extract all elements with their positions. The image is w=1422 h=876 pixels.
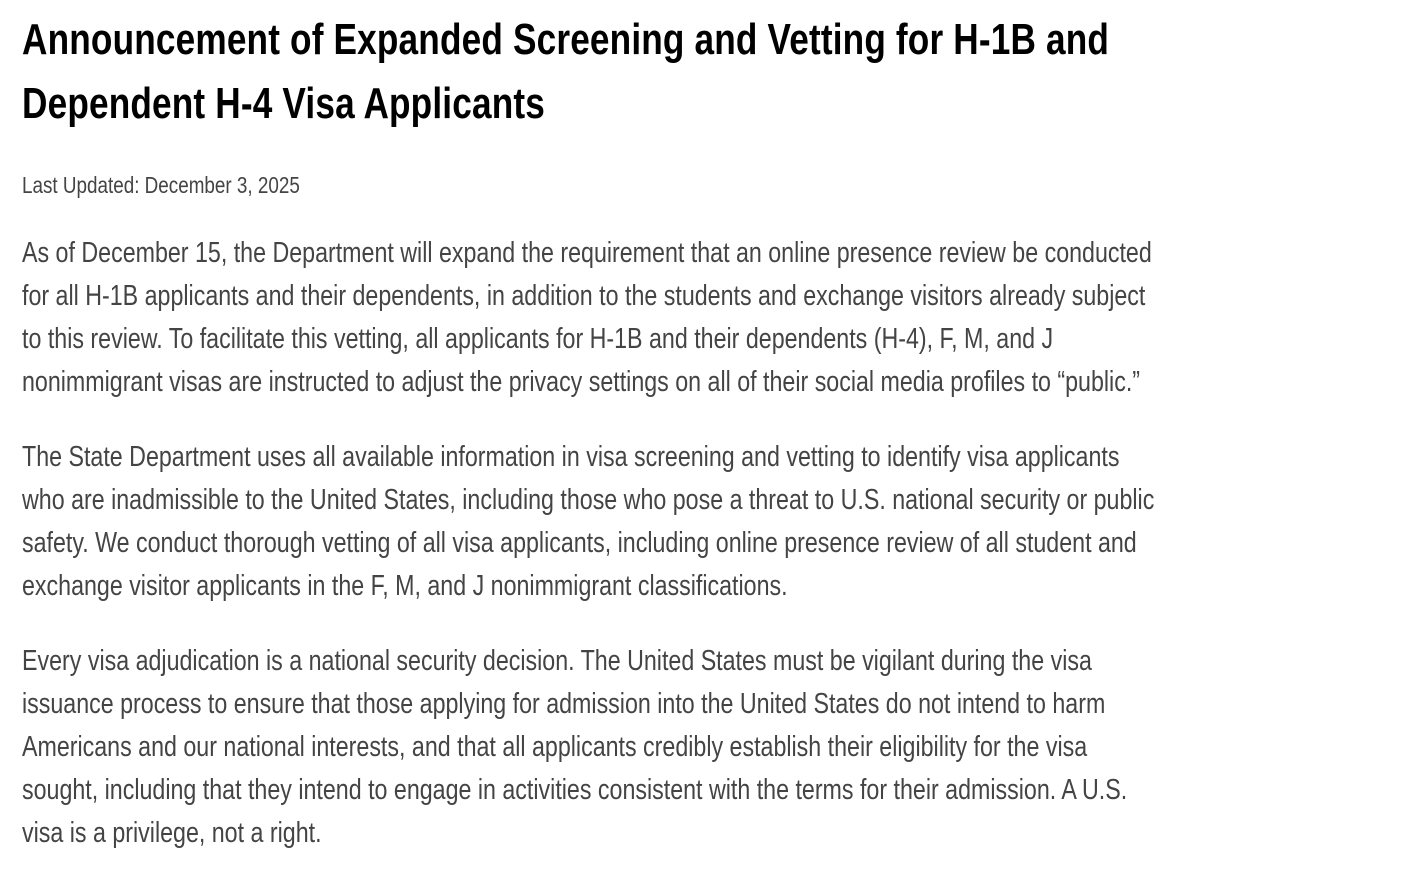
last-updated-date: Last Updated: December 3, 2025	[22, 172, 300, 198]
paragraph-line: As of December 15, the Department will expand the requirement that an online presence review be conducted	[22, 237, 1152, 269]
paragraph-line: Every visa adjudication is a national security decision. The United States must be vigilant during the visa	[22, 645, 1092, 677]
paragraph-line: exchange visitor applicants in the F, M, and J nonimmigrant classifications.	[22, 570, 788, 602]
paragraph-line: issuance process to ensure that those applying for admission into the United States do not intend to harm	[22, 688, 1106, 720]
paragraph-line: visa is a privilege, not a right.	[22, 817, 322, 849]
paragraph-line: sought, including that they intend to engage in activities consistent with the terms for their admission. A U.S.	[22, 774, 1128, 806]
title-line: Announcement of Expanded Screening and Vetting for H-1B and	[22, 15, 1110, 64]
paragraph-line: who are inadmissible to the United States, including those who pose a threat to U.S. national security or public	[22, 484, 1155, 516]
paragraph-line: for all H-1B applicants and their dependents, in addition to the students and exchange visitors already subject	[22, 280, 1146, 312]
paragraph-line: safety. We conduct thorough vetting of all visa applicants, including online presence review of all student and	[22, 527, 1137, 559]
paragraph-line: The State Department uses all available information in visa screening and vetting to identify visa applicants	[22, 441, 1120, 473]
title-line: Dependent H-4 Visa Applicants	[22, 79, 545, 128]
paragraph-line: nonimmigrant visas are instructed to adjust the privacy settings on all of their social media profiles to “public.”	[22, 366, 1141, 398]
paragraph-line: to this review. To facilitate this vetting, all applicants for H-1B and their dependents (H-4), F, M, and J	[22, 323, 1054, 355]
paragraph-line: Americans and our national interests, and that all applicants credibly establish their eligibility for the visa	[22, 731, 1088, 763]
